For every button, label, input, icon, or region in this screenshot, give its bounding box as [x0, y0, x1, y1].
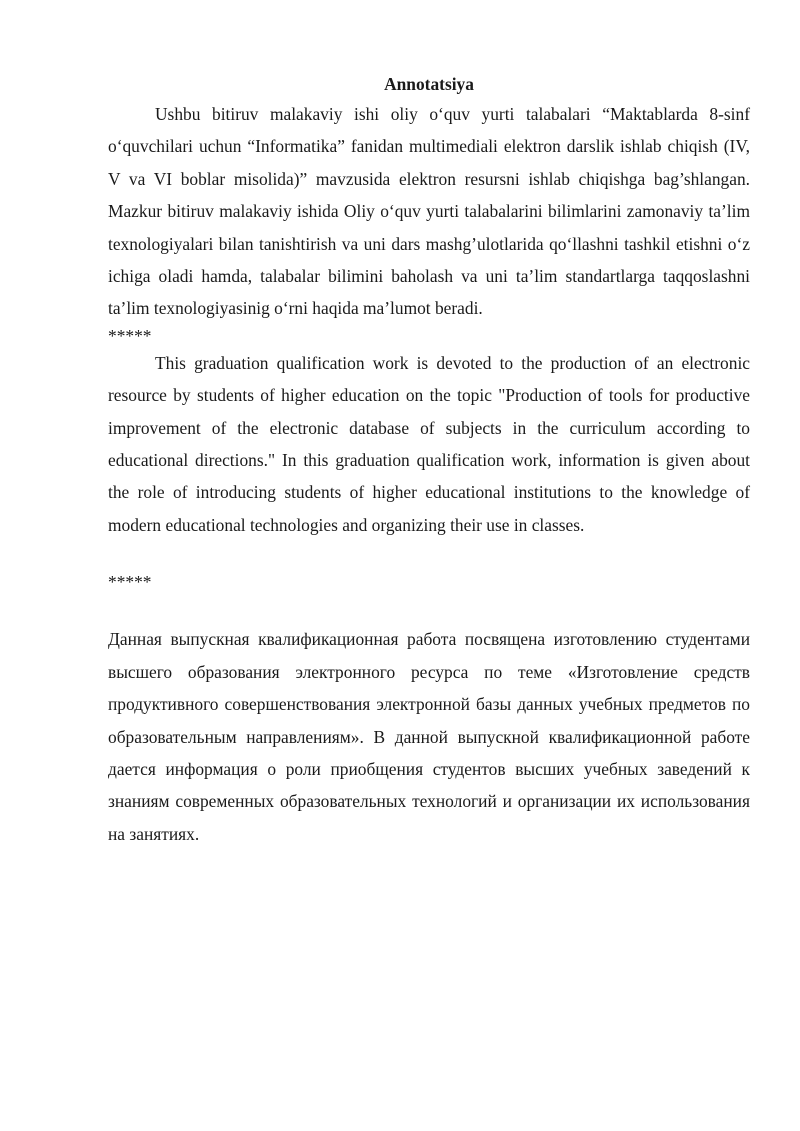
separator-1: ***** [108, 325, 152, 346]
russian-paragraph: Данная выпускная квалификационная работа посвящена изготовлению студентами высшего образования электронного ресурса по теме «Изготовление средств продуктивного совершенствования электронной базы данных учебных предметов по образовательным направлениям». В данной выпускной квалификационной работе дается информация о роли приобщения студентов высших учебных заведений к знаниям современных образовательных технологий и организации их использования на занятиях. [108, 629, 750, 844]
english-paragraph: This graduation qualification work is devoted to the production of an electronic resource by students of higher education on the topic "Production of tools for productive improvement of the electronic database of subjects in the curriculum according to educational directions." In this graduation qualification work, information is given about the role of introducing students of higher educational institutions to the knowledge of modern educational technologies and organizing their use in classes. [108, 352, 750, 535]
spacer [108, 593, 750, 623]
spacer [108, 541, 750, 571]
separator-2: ***** [108, 572, 152, 593]
document-page [108, 70, 750, 850]
document-title: Annotatsiya [384, 74, 474, 94]
uzbek-paragraph: Ushbu bitiruv malakaviy ishi oliy o‘quv yurti talabalari “Maktablarda 8-sinf o‘quvchilari uchun “Informatika” fanidan multimediali elektron darslik ishlab chiqish (IV, V va VI boblar misolida)” mavzusida elektron resursni ishlab chiqishga bag’shlangan. Mazkur bitiruv malakaviy ishida Oliy o‘quv yurti talabalarini bilimlarini zamonaviy ta’lim texnologiyalari bilan tanishtirish va uni dars mashg’ulotlarida qo‘llashni tashkil etishni o‘z ichiga oladi hamda, talabalar bilimini baholash va uni ta’lim standartlarga taqqoslashni ta’lim texnologiyasinig o‘rni haqida ma’lumot beradi. [108, 104, 750, 319]
